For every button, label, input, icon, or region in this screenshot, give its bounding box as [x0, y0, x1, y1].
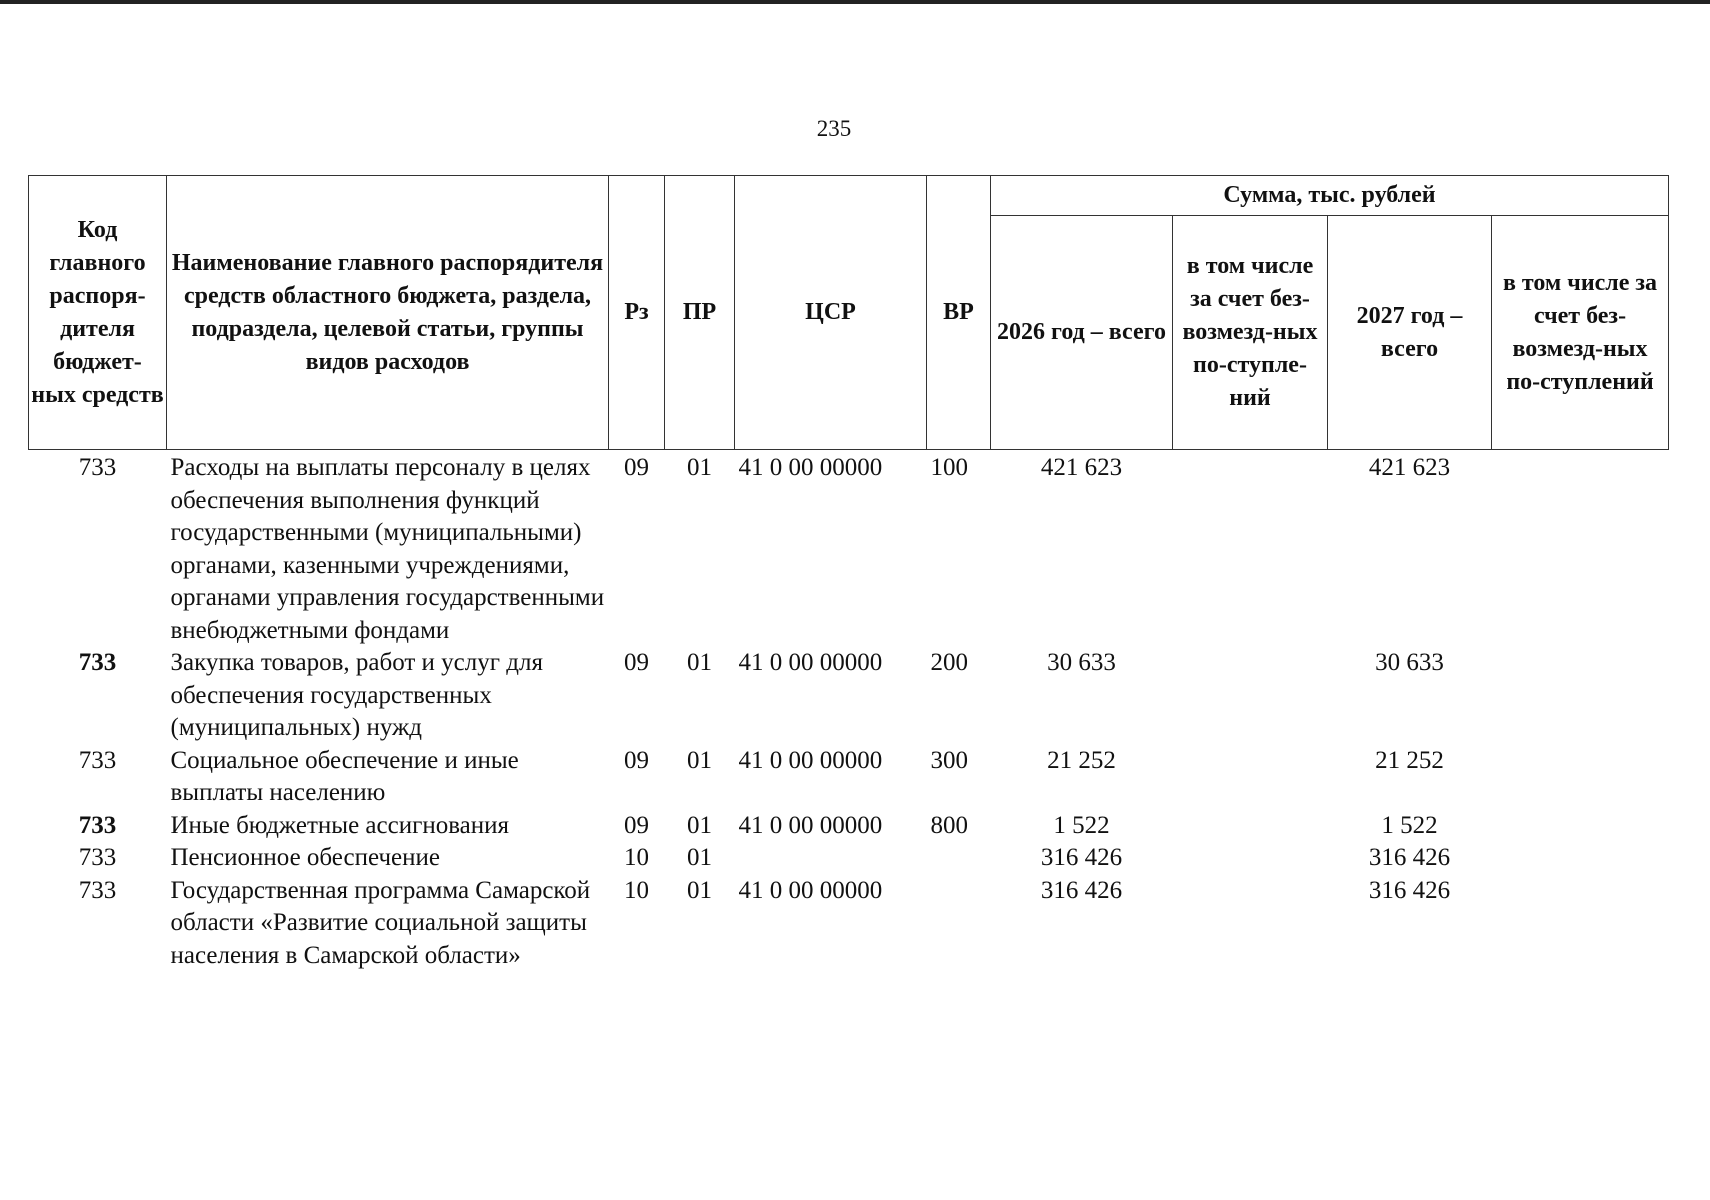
cell-code: 733: [78, 811, 117, 839]
cell-rz: 09: [624, 454, 649, 481]
cell-2026-total: 30 633: [1047, 649, 1116, 676]
cell-2026-free: [1173, 745, 1328, 810]
cell-vr: 300: [930, 746, 968, 774]
cell-pr: 01: [687, 746, 712, 774]
cell-2026-total: 1 522: [1053, 811, 1110, 839]
cell-pr: 01: [687, 454, 712, 481]
header-code: Код главного распоря-дителя бюджет-ных средств: [29, 176, 167, 450]
cell-csr: [735, 842, 927, 875]
table-row: [29, 647, 1669, 745]
cell-name: Государственная программа Самарской области «Развитие социальной защиты населения в Самарской области»: [170, 876, 591, 969]
header-vr: ВР: [927, 176, 991, 450]
cell-vr: 100: [930, 454, 968, 481]
cell-2027-total: 1 522: [1381, 811, 1438, 839]
header-2027-total: 2027 год – всего: [1328, 216, 1492, 450]
cell-2027-total: 421 623: [1368, 454, 1451, 481]
cell-name: Закупка товаров, работ и услуг для обеспечения государственных (муниципальных) нужд: [170, 649, 543, 741]
table-row: [29, 875, 1669, 973]
cell-code: 733: [78, 844, 117, 871]
cell-vr: 200: [930, 649, 968, 676]
cell-name: Социальное обеспечение и иные выплаты населению: [170, 746, 519, 806]
cell-vr: [927, 842, 991, 875]
header-2026-total: 2026 год – всего: [991, 216, 1173, 450]
cell-2026-total: 316 426: [1040, 844, 1123, 871]
cell-2026-free: [1173, 450, 1328, 648]
cell-rz: 09: [624, 746, 649, 774]
header-2026-free: в том числе за счет без-возмезд-ных по-ступле-ний: [1173, 216, 1328, 450]
cell-2026-total: 21 252: [1047, 746, 1116, 774]
cell-code: 733: [78, 454, 117, 481]
cell-pr: 01: [687, 844, 712, 871]
cell-2026-free: [1173, 647, 1328, 745]
cell-vr: [927, 875, 991, 973]
cell-2027-free: [1492, 810, 1669, 843]
cell-2027-free: [1492, 450, 1669, 648]
cell-pr: 01: [687, 811, 712, 839]
cell-name: Иные бюджетные ассигнования: [170, 811, 510, 839]
table-row: [29, 745, 1669, 810]
header-sum-group: Сумма, тыс. рублей: [991, 176, 1669, 216]
cell-csr: 41 0 00 00000: [738, 876, 883, 904]
header-pr: ПР: [665, 176, 735, 450]
cell-2027-total: 316 426: [1368, 876, 1451, 904]
cell-2027-free: [1492, 842, 1669, 875]
cell-csr: 41 0 00 00000: [738, 811, 883, 839]
table-row: [29, 450, 1669, 648]
cell-rz: 09: [624, 649, 649, 676]
cell-pr: 01: [687, 876, 712, 904]
cell-2026-free: [1173, 842, 1328, 875]
top-rule: [0, 0, 1710, 4]
header-csr: ЦСР: [735, 176, 927, 450]
cell-pr: 01: [687, 649, 712, 676]
cell-csr: 41 0 00 00000: [738, 454, 883, 481]
table-row: [29, 810, 1669, 843]
cell-rz: 10: [624, 876, 649, 904]
cell-2027-total: 30 633: [1375, 649, 1444, 676]
page-number: 235: [816, 116, 852, 141]
header-rz: Рз: [609, 176, 665, 450]
cell-name: Пенсионное обеспечение: [170, 844, 440, 871]
cell-2026-total: 421 623: [1040, 454, 1123, 481]
cell-code: 733: [78, 746, 117, 774]
budget-table: [28, 175, 1669, 972]
cell-2027-total: 316 426: [1368, 844, 1451, 871]
cell-csr: 41 0 00 00000: [738, 649, 883, 676]
cell-rz: 09: [624, 811, 649, 839]
cell-code: 733: [78, 876, 117, 904]
cell-name: Расходы на выплаты персоналу в целях обеспечения выполнения функций государственными (муниципальными) органами, казенными учреждениями, органами управления государственными внебюджетными фондами: [170, 454, 605, 644]
cell-code: 733: [78, 649, 117, 676]
header-2027-free: в том числе за счет без-возмезд-ных по-ступлений: [1492, 216, 1669, 450]
table-row: [29, 842, 1669, 875]
cell-2026-free: [1173, 875, 1328, 973]
cell-csr: 41 0 00 00000: [738, 746, 883, 774]
cell-2027-free: [1492, 875, 1669, 973]
cell-2027-free: [1492, 647, 1669, 745]
cell-2027-free: [1492, 745, 1669, 810]
cell-2026-total: 316 426: [1040, 876, 1123, 904]
cell-2026-free: [1173, 810, 1328, 843]
cell-2027-total: 21 252: [1375, 746, 1444, 774]
cell-vr: 800: [930, 811, 968, 839]
cell-rz: 10: [624, 844, 649, 871]
header-name: Наименование главного распорядителя средств областного бюджета, раздела, подраздела, целевой статьи, группы видов расходов: [167, 176, 609, 450]
